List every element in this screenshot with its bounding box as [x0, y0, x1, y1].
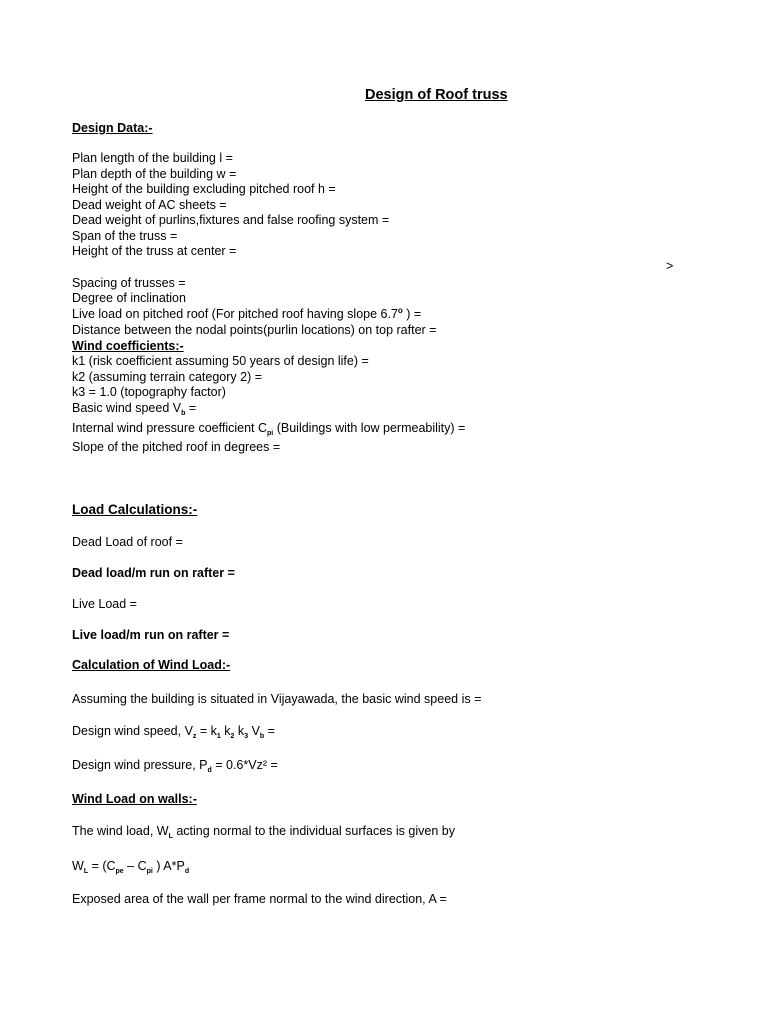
wind-k2: k2 (assuming terrain category 2) =	[72, 370, 263, 384]
design-wind-speed-formula: Design wind speed, $V_z = k_1$ $k_2$ $k_3$ $V_b$ =	[72, 724, 275, 740]
live-load: Live Load =	[72, 597, 137, 611]
design-line-inclination: Degree of inclination	[72, 291, 186, 305]
live-load-per-m: Live load/m run on rafter =	[72, 628, 230, 642]
design-line-plan-length: Plan length of the building l =	[72, 151, 233, 165]
load-calculations-heading: Load Calculations:-	[72, 502, 198, 517]
wind-load-walls-heading: Wind Load on walls:-	[72, 792, 197, 806]
design-line-live-load: Live load on pitched roof (For pitched roof having slope 6.7$^o$ ) =	[72, 306, 422, 321]
wind-roof-slope: Slope of the pitched roof in degrees =	[72, 440, 281, 454]
wind-load-heading: Calculation of Wind Load:-	[72, 658, 231, 672]
wind-basic-speed-location: Assuming the building is situated in Vijayawada, the basic wind speed is =	[72, 692, 482, 706]
exposed-area-line: Exposed area of the wall per frame normal to the wind direction, A =	[72, 892, 447, 906]
design-line-plan-depth: Plan depth of the building w =	[72, 167, 237, 181]
design-line-nodal-distance: Distance between the nodal points(purlin locations) on top rafter =	[72, 323, 437, 337]
design-wind-pressure-formula: Design wind pressure, $P_d = 0.6*Vz^2$ =	[72, 758, 278, 774]
wind-load-intro: The wind load, $W_L$ acting normal to the individual surfaces is given by	[72, 824, 455, 840]
dead-load-per-m: Dead load/m run on rafter =	[72, 566, 235, 580]
wind-k1: k1 (risk coefficient assuming 50 years of design life) =	[72, 354, 369, 368]
wind-k3: k3 = 1.0 (topography factor)	[72, 385, 226, 399]
marker-glyph: >	[666, 259, 674, 273]
design-data-heading: Design Data:-	[72, 121, 153, 135]
design-line-purlins: Dead weight of purlins,fixtures and false roofing system =	[72, 213, 390, 227]
wind-internal-pressure: Internal wind pressure coefficient $C_{pi}$ (Buildings with low permeability) =	[72, 421, 466, 437]
design-line-height: Height of the building excluding pitched roof h =	[72, 182, 336, 196]
design-line-ac-sheets: Dead weight of AC sheets =	[72, 198, 227, 212]
wind-coefficients-heading: Wind coefficients:-	[72, 339, 184, 353]
page-title: Design of Roof truss	[365, 87, 508, 103]
design-line-span: Span of the truss =	[72, 229, 178, 243]
wind-load-formula: $W_L = (C_{pe} - C_{pi}$ ) $A*P_d$	[72, 859, 190, 875]
wind-basic-speed: Basic wind speed $V_b$ =	[72, 401, 197, 417]
design-line-truss-height: Height of the truss at center =	[72, 244, 237, 258]
dead-load-roof: Dead Load of roof =	[72, 535, 183, 549]
design-line-spacing: Spacing of trusses =	[72, 276, 186, 290]
